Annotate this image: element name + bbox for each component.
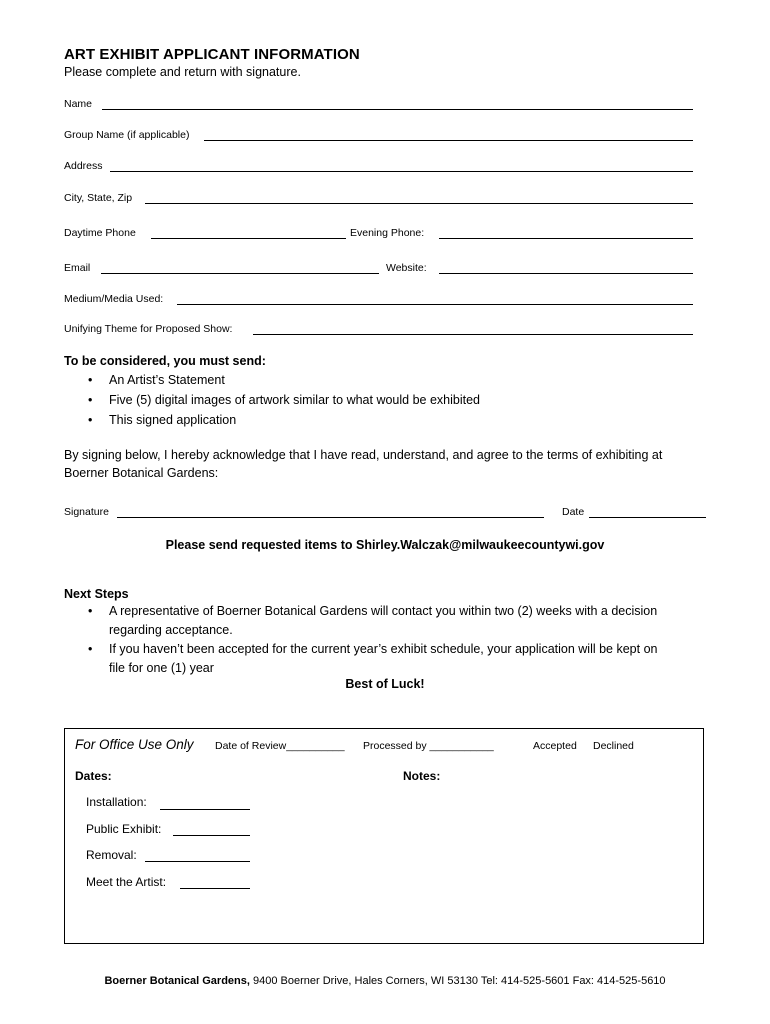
list-item: • An Artist’s Statement	[64, 371, 480, 390]
group-name-field[interactable]	[204, 140, 693, 141]
public-exhibit-field[interactable]	[173, 835, 250, 836]
email-field[interactable]	[101, 273, 379, 274]
meet-artist-field[interactable]	[180, 888, 250, 889]
acknowledgement-line-2: Boerner Botanical Gardens:	[64, 466, 219, 480]
form-title: ART EXHIBIT APPLICANT INFORMATION	[64, 46, 360, 63]
public-exhibit-label: Public Exhibit:	[86, 822, 162, 836]
removal-label: Removal:	[86, 848, 137, 862]
footer-details: 9400 Boerner Drive, Hales Corners, WI 53130 Tel: 414-525-5601 Fax: 414-525-5610	[249, 975, 666, 987]
email-label: Email	[64, 262, 91, 274]
daytime-phone-label: Daytime Phone	[64, 227, 136, 239]
next-step-line: • If you haven’t been accepted for the current year’s exhibit schedule, your application will be kept on	[109, 642, 658, 656]
form-subtitle: Please complete and return with signature.	[64, 65, 301, 79]
list-item	[64, 602, 657, 640]
accepted-option[interactable]: Accepted	[533, 740, 577, 752]
removal-field[interactable]	[145, 861, 250, 862]
office-use-box	[64, 728, 704, 944]
date-of-review[interactable]: Date of Review__________	[215, 740, 345, 752]
evening-phone-label: Evening Phone:	[350, 227, 425, 239]
list-item: • Five (5) digital images of artwork similar to what would be exhibited	[64, 391, 480, 410]
name-label: Name	[64, 98, 93, 110]
next-step-line: regarding acceptance.	[109, 623, 233, 637]
medium-field[interactable]	[177, 304, 693, 305]
declined-option[interactable]: Declined	[593, 740, 634, 752]
list-item: • This signed application	[64, 411, 480, 430]
address-label: Address	[64, 160, 103, 172]
dates-label: Dates:	[75, 769, 112, 783]
website-field[interactable]	[439, 273, 693, 274]
website-label: Website:	[386, 262, 427, 274]
medium-label: Medium/Media Used:	[64, 293, 164, 305]
next-step-line: • A representative of Boerner Botanical Gardens will contact you within two (2) weeks with a decision	[109, 604, 658, 618]
group-name-label: Group Name (if applicable)	[64, 129, 190, 141]
date-label: Date	[562, 506, 585, 518]
footer-org: Boerner Botanical Gardens,	[104, 975, 250, 987]
theme-label: Unifying Theme for Proposed Show:	[64, 323, 233, 335]
next-steps-heading: Next Steps	[64, 587, 129, 601]
installation-field[interactable]	[160, 809, 250, 810]
city-state-zip-field[interactable]	[145, 203, 693, 204]
evening-phone-field[interactable]	[439, 238, 693, 239]
next-steps-list	[64, 602, 657, 678]
city-state-zip-label: City, State, Zip	[64, 192, 133, 204]
notes-label: Notes:	[403, 769, 441, 783]
processed-by[interactable]: Processed by ___________	[363, 740, 494, 752]
address-field[interactable]	[110, 171, 693, 172]
signature-label: Signature	[64, 506, 109, 518]
name-field[interactable]	[102, 109, 693, 110]
footer-address	[0, 975, 770, 987]
theme-field[interactable]	[253, 334, 693, 335]
closing-message: Best of Luck!	[345, 677, 425, 691]
meet-artist-label: Meet the Artist:	[86, 875, 167, 889]
requirements-list	[64, 371, 480, 430]
next-step-line: file for one (1) year	[109, 661, 214, 675]
acknowledgement-line-1: By signing below, I hereby acknowledge that I have read, understand, and agree to the terms of exhibiting at	[64, 448, 663, 462]
daytime-phone-field[interactable]	[151, 238, 346, 239]
requirements-heading: To be considered, you must send:	[64, 354, 266, 368]
list-item	[64, 640, 657, 678]
installation-label: Installation:	[86, 795, 147, 809]
signature-field[interactable]	[117, 517, 544, 518]
date-field[interactable]	[589, 517, 706, 518]
office-use-heading: For Office Use Only	[75, 737, 194, 752]
send-notice: Please send requested items to Shirley.Walczak@milwaukeecountywi.gov	[165, 538, 605, 552]
